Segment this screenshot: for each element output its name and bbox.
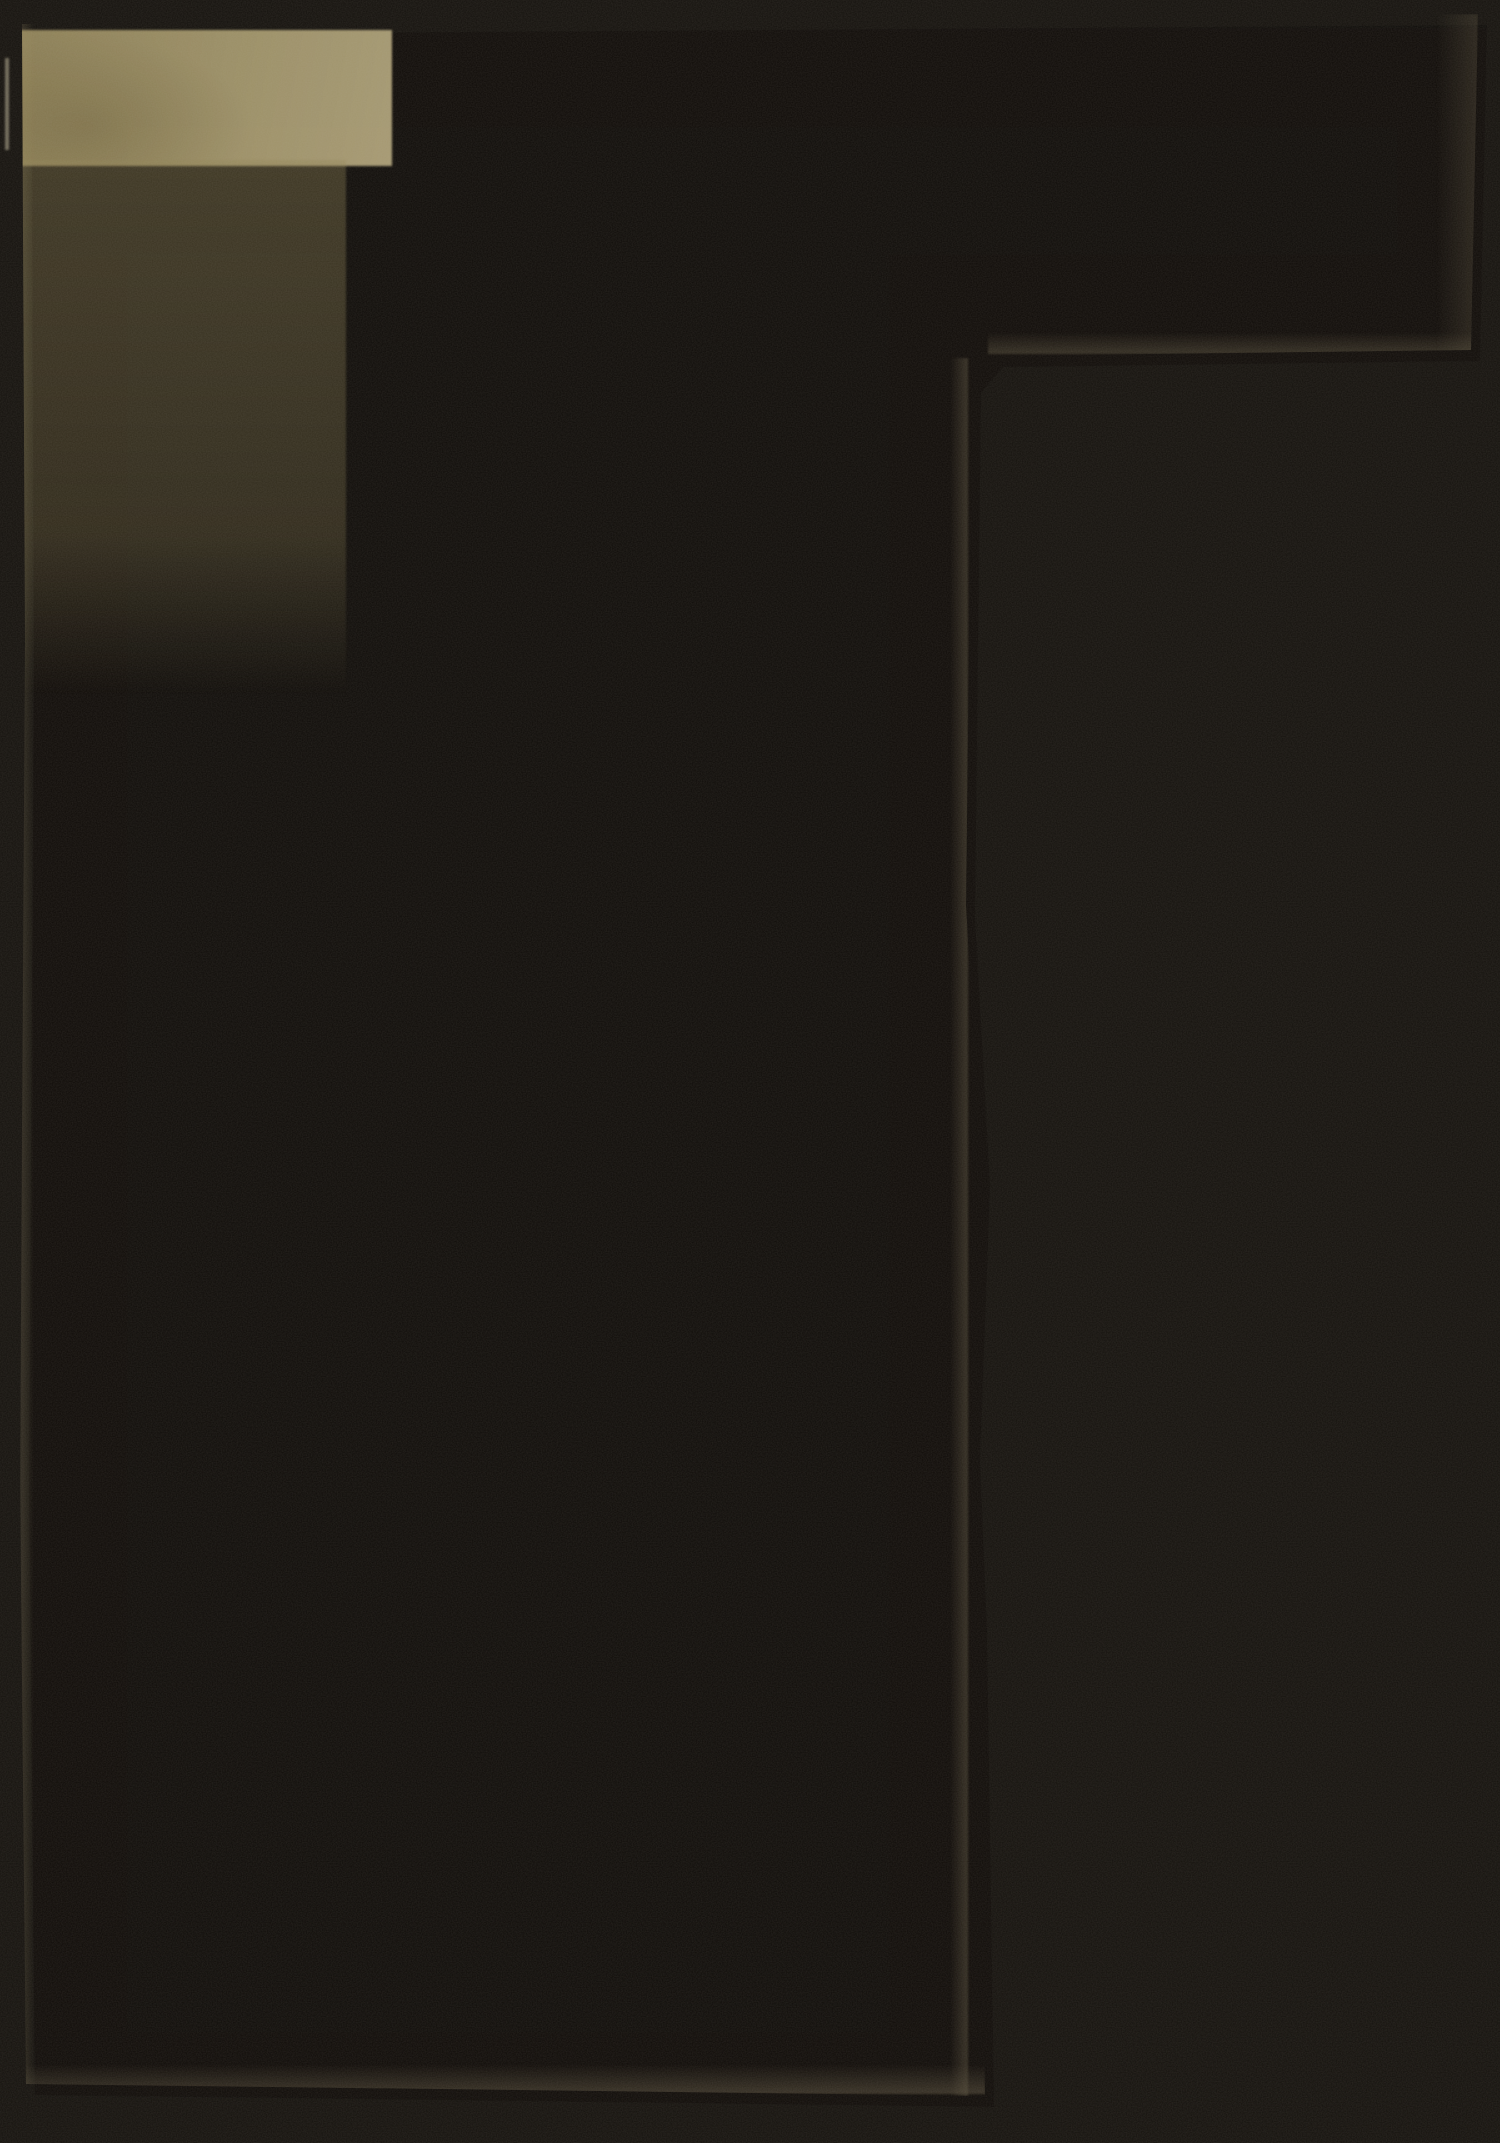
- scanner-artifact-line: [5, 58, 9, 150]
